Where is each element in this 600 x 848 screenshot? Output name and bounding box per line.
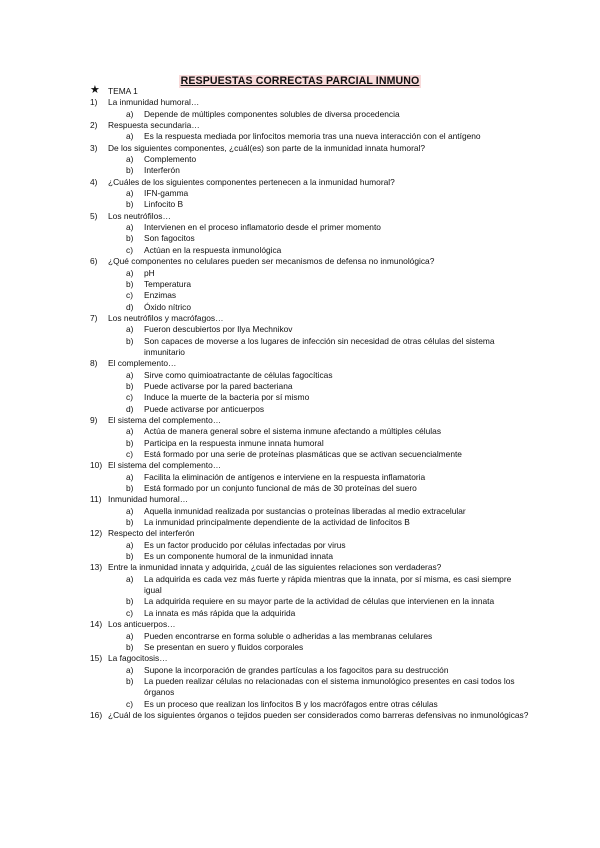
option-text: Fueron descubiertos por Ilya Mechnikov (144, 324, 293, 335)
question-text: De los siguientes componentes, ¿cuál(es) son parte de la inmunidad innata humoral? (108, 142, 426, 153)
option-text: Participa en la respuesta inmune innata humoral (144, 437, 324, 448)
answer-option (90, 631, 530, 642)
answer-option (90, 506, 530, 517)
option-letter: a) (126, 505, 134, 516)
question-item (90, 143, 530, 154)
answer-option (90, 642, 530, 653)
option-text: La pueden realizar células no relacionadas con el sistema inmunológico presentes en casi todos los órganos (144, 675, 515, 698)
option-text: La innata es más rápida que la adquirida (144, 607, 296, 618)
question-text: Entre la inmunidad innata y adquirida, ¿cuál de las siguientes relaciones son verdaderas? (108, 562, 442, 573)
option-letter: a) (126, 131, 134, 142)
answer-option (90, 551, 530, 562)
question-text: Respecto del interferón (108, 528, 195, 539)
option-text: Óxido nítrico (144, 301, 192, 312)
option-letter: c) (126, 290, 133, 301)
answer-option (90, 608, 530, 619)
option-text: Complemento (144, 154, 197, 165)
question-number: 12) (90, 528, 103, 539)
option-text: Temperatura (144, 278, 192, 289)
question-item (90, 562, 530, 573)
option-text: Facilita la eliminación de antígenos e interviene en la respuesta inflamatoria (144, 471, 426, 482)
option-letter: a) (126, 426, 134, 437)
answer-option (90, 404, 530, 415)
question-text: El sistema del complemento… (108, 460, 222, 471)
question-item (90, 120, 530, 131)
answer-option (90, 154, 530, 165)
answer-option (90, 438, 530, 449)
option-letter: a) (126, 664, 134, 675)
answer-option (90, 483, 530, 494)
answer-option (90, 245, 530, 256)
option-letter: b) (126, 165, 134, 176)
answer-option (90, 472, 530, 483)
answer-option (90, 699, 530, 710)
option-letter: a) (126, 573, 134, 584)
question-item (90, 313, 530, 324)
question-text: ¿Cuáles de los siguientes componentes pertenecen a la inmunidad humoral? (108, 176, 395, 187)
option-letter: d) (126, 403, 134, 414)
option-letter: b) (126, 437, 134, 448)
option-text: Depende de múltiples componentes solubles de diversa procedencia (144, 108, 400, 119)
question-number: 10) (90, 460, 103, 471)
answer-option (90, 517, 530, 528)
option-letter: c) (126, 607, 133, 618)
question-text: Los neutrófilos y macrófagos… (108, 312, 224, 323)
option-letter: a) (126, 630, 134, 641)
option-letter: a) (126, 188, 134, 199)
option-letter: b) (126, 199, 134, 210)
question-number: 16) (90, 709, 103, 720)
option-text: Está formado por un conjunto funcional de más de 30 proteínas del suero (144, 483, 417, 494)
page-title: RESPUESTAS CORRECTAS PARCIAL INMUNO (180, 75, 420, 87)
question-number: 14) (90, 619, 103, 630)
question-number: 8) (90, 358, 98, 369)
answer-option (90, 336, 530, 359)
option-text: Actúan en la respuesta inmunológica (144, 244, 282, 255)
option-text: Se presentan en suero y fluidos corporales (144, 641, 304, 652)
option-letter: c) (126, 244, 133, 255)
option-text: Sirve como quimioatractante de células fagocíticas (144, 369, 333, 380)
question-item (90, 177, 530, 188)
question-text: El sistema del complemento… (108, 414, 222, 425)
question-item (90, 211, 530, 222)
answer-option (90, 596, 530, 607)
answer-option (90, 233, 530, 244)
answer-option (90, 302, 530, 313)
question-number: 6) (90, 256, 98, 267)
option-text: Son fagocitos (144, 233, 195, 244)
option-letter: b) (126, 483, 134, 494)
question-item (90, 494, 530, 505)
answer-option (90, 222, 530, 233)
option-letter: b) (126, 335, 134, 346)
question-text: ¿Cuál de los siguientes órganos o tejidos pueden ser considerados como barreras defensivas no inmunológicas? (108, 709, 529, 720)
answer-option (90, 540, 530, 551)
question-number: 2) (90, 120, 98, 131)
option-letter: a) (126, 369, 134, 380)
answer-option (90, 199, 530, 210)
option-letter: a) (126, 108, 134, 119)
answer-option (90, 279, 530, 290)
answer-option (90, 665, 530, 676)
question-item (90, 528, 530, 539)
option-letter: a) (126, 154, 134, 165)
option-letter: c) (126, 392, 133, 403)
option-letter: a) (126, 222, 134, 233)
question-item (90, 710, 530, 721)
option-letter: b) (126, 233, 134, 244)
option-text: Linfocito B (144, 199, 184, 210)
answer-option (90, 109, 530, 120)
question-item (90, 619, 530, 630)
answer-option (90, 290, 530, 301)
question-item (90, 415, 530, 426)
question-text: La fagocitosis… (108, 653, 168, 664)
option-text: Supone la incorporación de grandes partículas a los fagocitos para su destrucción (144, 664, 449, 675)
question-number: 9) (90, 414, 98, 425)
star-icon: ★ (90, 84, 100, 96)
question-item (90, 256, 530, 267)
answer-option (90, 381, 530, 392)
option-text: Enzimas (144, 290, 177, 301)
option-text: IFN-gamma (144, 188, 189, 199)
option-letter: b) (126, 551, 134, 562)
question-text: Los neutrófilos… (108, 210, 171, 221)
option-text: Está formado por una serie de proteínas plasmáticas que se activan secuencialmente (144, 449, 462, 459)
question-number: 15) (90, 653, 103, 664)
option-letter: a) (126, 471, 134, 482)
answer-list (90, 86, 530, 721)
question-item (90, 653, 530, 664)
question-text: ¿Qué componentes no celulares pueden ser mecanismos de defensa no inmunológica? (108, 256, 435, 267)
answer-option (90, 188, 530, 199)
question-text: Los anticuerpos… (108, 619, 176, 630)
section-heading (90, 86, 530, 97)
question-number: 5) (90, 210, 98, 221)
question-number: 4) (90, 176, 98, 187)
option-text: Intervienen en el proceso inflamatorio desde el primer momento (144, 222, 381, 233)
answer-option (90, 324, 530, 335)
question-text: Respuesta secundaria… (108, 120, 200, 131)
answer-option (90, 392, 530, 403)
option-text: Es la respuesta mediada por linfocitos memoria tras una nueva interacción con el antígeno (144, 131, 481, 142)
option-letter: c) (126, 698, 133, 709)
question-item (90, 97, 530, 108)
question-text: La inmunidad humoral… (108, 97, 200, 108)
question-item (90, 460, 530, 471)
option-letter: a) (126, 539, 134, 550)
option-text: Es un proceso que realizan los linfocitos B y los macrófagos entre otras células (144, 698, 438, 709)
option-letter: a) (126, 324, 134, 335)
answer-option (90, 449, 530, 460)
option-text: La adquirida requiere en su mayor parte de la actividad de células que intervienen en la innata (144, 596, 495, 607)
option-letter: b) (126, 278, 134, 289)
option-text: pH (144, 267, 155, 278)
option-letter: b) (126, 517, 134, 528)
answer-option (90, 574, 530, 597)
option-text: Son capaces de moverse a los lugares de infección sin necesidad de otras células del sistema inmunitario (144, 335, 495, 357)
option-letter: b) (126, 641, 134, 652)
option-text: Es un componente humoral de la inmunidad innata (144, 551, 334, 562)
answer-option (90, 268, 530, 279)
option-letter: a) (126, 267, 134, 278)
option-text: Induce la muerte de la bacteria por sí mismo (144, 392, 310, 403)
option-letter: b) (126, 675, 134, 686)
option-text: Puede activarse por anticuerpos (144, 403, 265, 414)
question-number: 13) (90, 562, 103, 573)
question-text: El complemento… (108, 358, 177, 369)
answer-option (90, 370, 530, 381)
option-text: La inmunidad principalmente dependiente de la actividad de linfocitos B (144, 517, 410, 528)
option-letter: d) (126, 301, 134, 312)
option-text: Es un factor producido por células infectadas por virus (144, 539, 346, 550)
section-label: TEMA 1 (108, 86, 138, 96)
option-letter: b) (126, 380, 134, 391)
question-item (90, 358, 530, 369)
answer-option (90, 676, 530, 699)
option-text: Puede activarse por la pared bacteriana (144, 380, 293, 391)
option-text: La adquirida es cada vez más fuerte y rápida mientras que la innata, por sí misma, es casi siempre igual (144, 573, 512, 596)
question-number: 11) (90, 494, 102, 505)
question-number: 1) (90, 97, 98, 108)
option-text: Pueden encontrarse en forma soluble o adheridas a las membranas celulares (144, 630, 433, 641)
question-number: 3) (90, 142, 98, 153)
option-letter: c) (126, 449, 133, 459)
option-letter: b) (126, 596, 134, 607)
answer-option (90, 131, 530, 142)
answer-option (90, 165, 530, 176)
option-text: Actúa de manera general sobre el sistema inmune afectando a múltiples células (144, 426, 442, 437)
answer-option (90, 426, 530, 437)
question-text: Inmunidad humoral… (108, 494, 189, 505)
option-text: Aquella inmunidad realizada por sustancias o proteínas liberadas al medio extracelular (144, 505, 466, 516)
option-text: Interferón (144, 165, 180, 176)
question-number: 7) (90, 312, 98, 323)
